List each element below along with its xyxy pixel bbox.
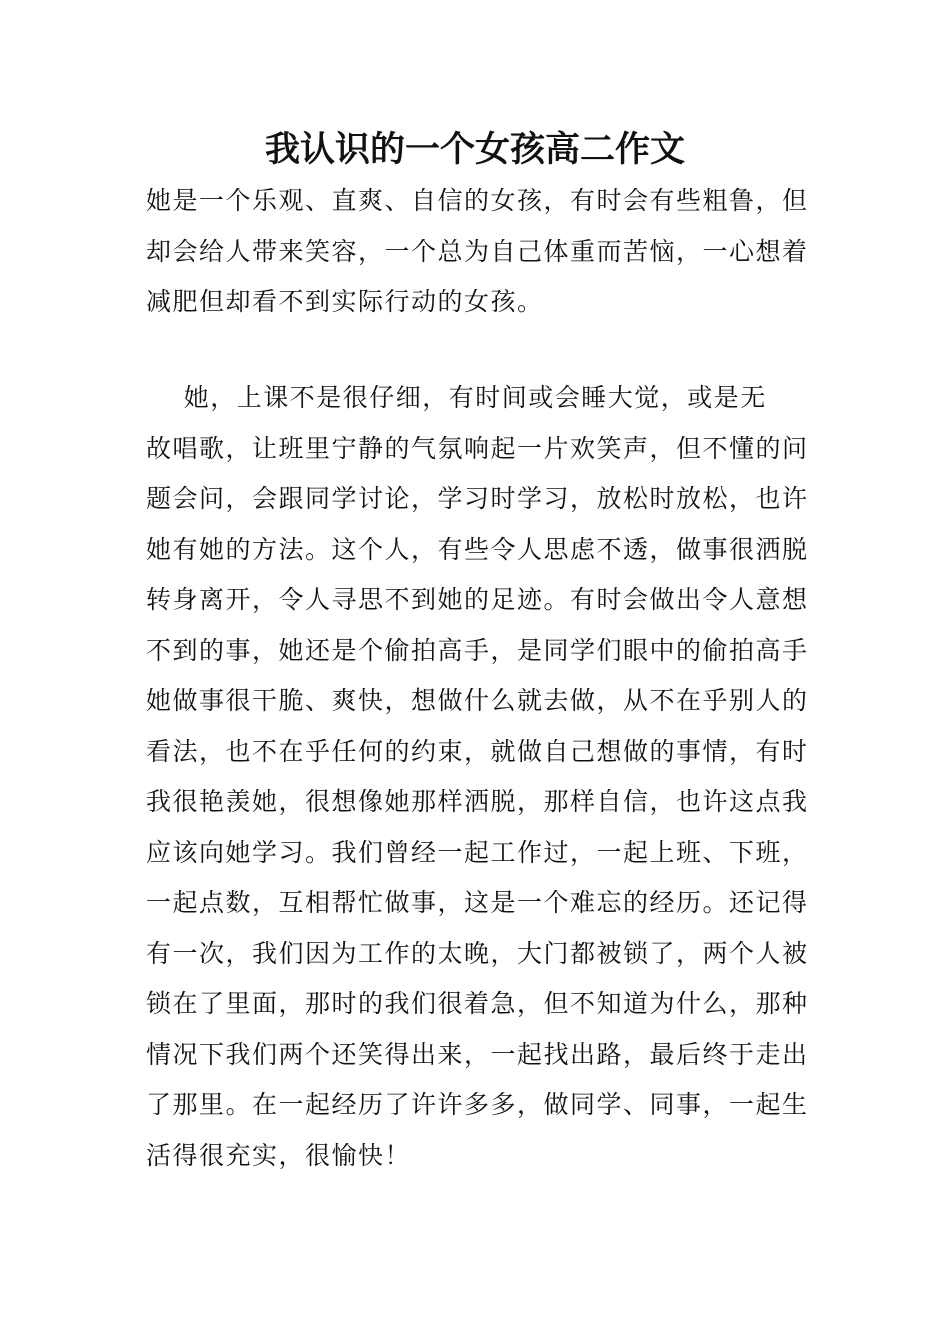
paragraph-intro — [146, 176, 809, 328]
text-line: 有一次，我们因为工作的太晚，大门都被锁了，两个人被 — [146, 938, 809, 968]
text-line: 故唱歌，让班里宁静的气氛响起一片欢笑声，但不懂的问 — [146, 433, 809, 463]
text-line: 情况下我们两个还笑得出来，一起找出路，最后终于走出 — [146, 1039, 809, 1069]
text-line: 我很艳羡她，很想像她那样洒脱，那样自信，也许这点我 — [146, 787, 809, 816]
text-line: 转身离开，令人寻思不到她的足迹。有时会做出令人意想 — [146, 585, 809, 614]
text-line: 她是一个乐观、直爽、自信的女孩，有时会有些粗鲁，但 — [146, 186, 809, 215]
text-line: 一起点数，互相帮忙做事，这是一个难忘的经历。还记得 — [146, 888, 809, 917]
text-line: 锁在了里面，那时的我们很着急，但不知道为什么，那种 — [146, 989, 809, 1018]
text-line: 题会问，会跟同学讨论，学习时学习，放松时放松，也许 — [146, 484, 809, 513]
text-line: 她，上课不是很仔细，有时间或会睡大觉，或是无 — [146, 383, 767, 412]
text-line: 了那里。在一起经历了许许多多，做同学、同事，一起生 — [146, 1090, 809, 1119]
text-line: 不到的事，她还是个偷拍高手，是同学们眼中的偷拍高手 — [146, 635, 809, 665]
paragraph-main — [146, 373, 809, 1181]
text-line: 她做事很干脆、爽快，想做什么就去做，从不在乎别人的 — [146, 686, 809, 715]
text-line: 她有她的方法。这个人，有些令人思虑不透，做事很洒脱 — [146, 534, 809, 564]
text-line: 减肥但却看不到实际行动的女孩。 — [146, 287, 544, 316]
text-line: 应该向她学习。我们曾经一起工作过，一起上班、下班， — [146, 837, 809, 867]
text-line: 活得很充实，很愉快！ — [146, 1140, 412, 1170]
text-line: 却会给人带来笑容，一个总为自己体重而苦恼，一心想着 — [146, 236, 809, 266]
text-line: 看法，也不在乎任何的约束，就做自己想做的事情，有时 — [146, 736, 809, 766]
document-title: 我认识的一个女孩高二作文 — [264, 130, 685, 170]
